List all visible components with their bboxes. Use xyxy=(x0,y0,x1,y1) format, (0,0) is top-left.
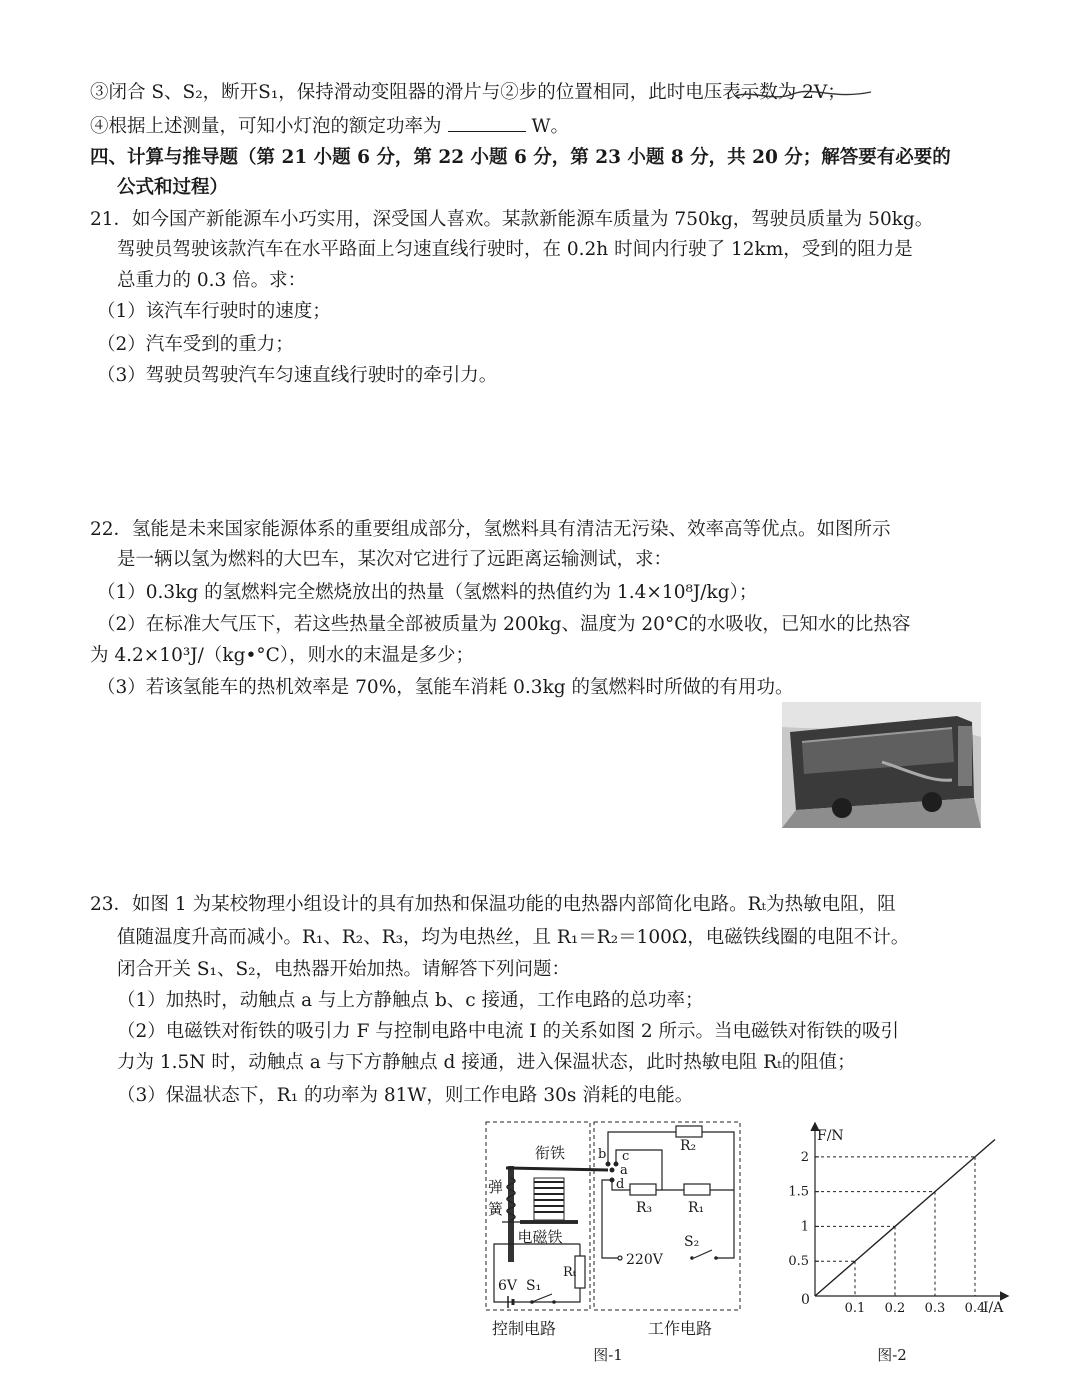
step3-text: ③闭合 S、S₂，断开S₁，保持滑动变阻器的滑片与②步的位置相同，此时电压表示数为 2V； xyxy=(90,82,846,103)
q22-part-1: （1）0.3kg 的氢燃料完全燃烧放出的热量（氢燃料的热值约为 1.4×10⁸J/kg）； xyxy=(97,582,758,603)
switch-s2 xyxy=(694,1250,712,1258)
q21-part-1: （1）该汽车行驶时的速度； xyxy=(97,301,331,322)
q21-part-2: （2）汽车受到的重力； xyxy=(97,334,294,355)
answer-blank[interactable] xyxy=(448,113,526,132)
r3-label: R₃ xyxy=(636,1200,653,1216)
q22-part-2a: （2）在标准大气压下，若这些热量全部被质量为 200kg、温度为 20°C的水吸收，已知水的比热容 xyxy=(97,614,911,635)
contact-d-label: d xyxy=(616,1177,625,1192)
q22-stem-1: 22．氢能是未来国家能源体系的重要组成部分，氢燃料具有清洁无污染、效率高等优点。如图所示 xyxy=(90,519,891,540)
section-heading: 四、计算与推导题（第 21 小题 6 分，第 22 小题 6 分，第 23 小题 8 分，共 20 分；解答要有必要的 xyxy=(90,147,951,168)
control-circuit-label: 控制电路 xyxy=(491,1319,557,1338)
figure-1-caption: 图-1 xyxy=(593,1346,623,1364)
force-current-chart xyxy=(775,1118,1010,1368)
x-tick-label: 0.1 xyxy=(844,1301,866,1316)
series-line xyxy=(815,1139,995,1296)
step4-unit: W。 xyxy=(531,116,570,137)
q23-stem-3: 闭合开关 S₁、S₂，电热器开始加热。请解答下列问题： xyxy=(117,959,571,980)
circuit-diagram xyxy=(480,1118,745,1368)
q22-part-3: （3）若该氢能车的热机效率是 70%，氢能车消耗 0.3kg 的氢燃料时所做的有用功。 xyxy=(97,677,794,698)
thermistor-rt xyxy=(575,1256,585,1288)
x-axis-label: I/A xyxy=(983,1300,1004,1316)
q21-part-3: （3）驾驶员驾驶汽车匀速直线行驶时的牵引力。 xyxy=(97,365,498,386)
r1-label: R₁ xyxy=(688,1200,705,1216)
x-tick-label: 0.3 xyxy=(924,1301,946,1316)
step4-text xyxy=(90,112,569,142)
q22-stem-2: 是一辆以氢为燃料的大巴车，某次对它进行了远距离运输测试，求： xyxy=(117,549,673,570)
q23-stem-2: 值随温度升高而减小。R₁、R₂、R₃，均为电热丝，且 R₁＝R₂＝100Ω，电磁铁线圈的电阻不计。 xyxy=(117,927,910,948)
switch-s1 xyxy=(532,1294,552,1302)
x-tick-label: 0.2 xyxy=(884,1301,906,1316)
rt-label: Rₜ xyxy=(563,1265,576,1280)
r2-label: R₂ xyxy=(680,1138,697,1154)
spring-label-1: 弹 xyxy=(488,1178,504,1196)
section-heading-cont: 公式和过程） xyxy=(117,177,229,198)
figure-2-caption: 图-2 xyxy=(877,1346,907,1364)
s1-label: S₁ xyxy=(526,1278,542,1294)
q23-part-3: （3）保温状态下，R₁ 的功率为 81W，则工作电路 30s 消耗的电能。 xyxy=(117,1085,694,1106)
armature-label: 衔铁 xyxy=(534,1144,566,1162)
q21-stem-2: 驾驶员驾驶该款汽车在水平路面上匀速直线行驶时，在 0.2h 时间内行驶了 12km，受到的阻力是 xyxy=(117,239,913,260)
y-tick-label: 1.5 xyxy=(788,1184,809,1200)
armature-bar xyxy=(506,1168,608,1170)
magnet-label: 电磁铁 xyxy=(517,1228,563,1246)
contact-a-label: a xyxy=(620,1163,628,1178)
y-tick-label: 0.5 xyxy=(788,1254,809,1270)
q22-part-2b: 为 4.2×10³J/（kg•°C），则水的末温是多少； xyxy=(90,645,475,666)
y-tick-label: 2 xyxy=(800,1149,809,1165)
q21-stem-1: 21．如今国产新能源车小巧实用，深受国人喜欢。某款新能源车质量为 750kg，驾驶员质量为 50kg。 xyxy=(90,209,934,230)
q23-stem-1: 23．如图 1 为某校物理小组设计的具有加热和保温功能的电热器内部简化电路。Rₜ为热敏电阻，阻 xyxy=(90,894,896,915)
s2-label: S₂ xyxy=(684,1234,700,1250)
q21-stem-3: 总重力的 0.3 倍。求： xyxy=(117,270,307,291)
handwritten-strikeout xyxy=(733,86,873,104)
contact-b-label: b xyxy=(598,1147,607,1162)
origin-label: 0 xyxy=(801,1292,810,1308)
resistor-r3 xyxy=(630,1184,656,1195)
x-tick-label: 0.4 xyxy=(964,1301,986,1316)
y-tick-label: 1 xyxy=(800,1219,809,1235)
q23-part-1: （1）加热时，动触点 a 与上方静触点 b、c 接通，工作电路的总功率； xyxy=(117,990,704,1011)
q23-part-2a: （2）电磁铁对衔铁的吸引力 F 与控制电路中电流 I 的关系如图 2 所示。当电磁铁对衔铁的吸引 xyxy=(117,1021,899,1042)
y-axis-label: F/N xyxy=(817,1128,844,1144)
resistor-r2 xyxy=(676,1126,702,1137)
contact-c-label: c xyxy=(622,1149,630,1164)
voltage-6v-label: 6V xyxy=(498,1278,518,1294)
spring-label-2: 簧 xyxy=(488,1200,504,1218)
resistor-r1 xyxy=(684,1184,710,1195)
q23-part-2b: 力为 1.5N 时，动触点 a 与下方静触点 d 接通，进入保温状态，此时热敏电阻 Rₜ的阻值； xyxy=(117,1052,856,1073)
voltage-220v-label: 220V xyxy=(626,1252,663,1268)
hydrogen-bus-photo xyxy=(782,702,981,828)
work-circuit-label: 工作电路 xyxy=(647,1319,713,1338)
step4-prefix: ④根据上述测量，可知小灯泡的额定功率为 xyxy=(90,116,442,137)
